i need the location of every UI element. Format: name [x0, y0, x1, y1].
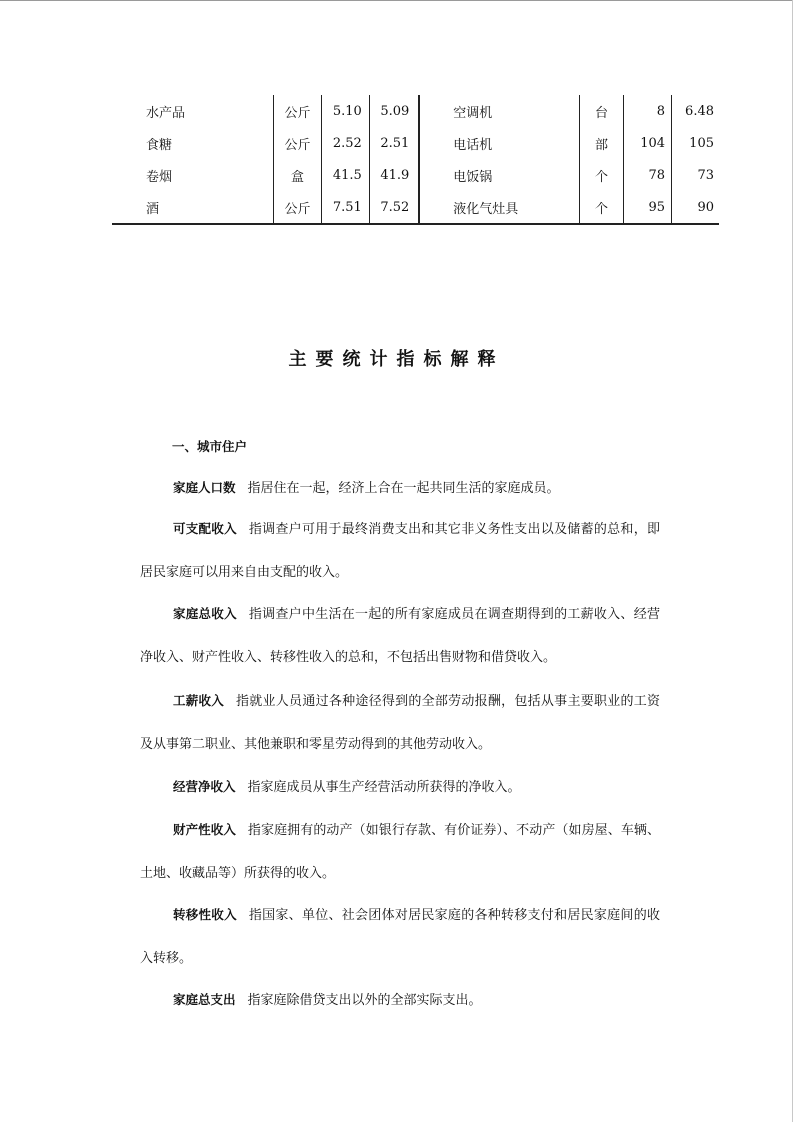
- definition-paragraph: [140, 679, 660, 766]
- value-cell: 78: [623, 159, 671, 191]
- value-cell: 41.5: [321, 159, 369, 191]
- definition-term: 转移性收入: [173, 907, 237, 922]
- value-cell: 90: [672, 191, 719, 224]
- page-top-edge: [0, 0, 792, 1]
- definition-paragraph: [140, 893, 660, 980]
- value-cell: 5.09: [369, 95, 419, 127]
- item-unit: 公斤: [274, 191, 321, 224]
- item-unit: 公斤: [274, 95, 321, 127]
- definition-text: 指居住在一起，经济上合在一起共同生活的家庭成员。: [247, 481, 560, 496]
- definition-paragraph: [140, 978, 660, 1022]
- definition-text: 指就业人员通过各种途径得到的全部劳动报酬，包括从事主要职业的工资及从事第二职业、其他兼职和零星劳动得到的其他劳动收入。: [140, 694, 660, 752]
- item-unit: 部: [580, 127, 624, 159]
- value-cell: 95: [623, 191, 671, 224]
- table-row: [112, 159, 719, 191]
- item-name: 酒: [146, 201, 160, 217]
- definition-paragraph: [140, 507, 660, 594]
- value-cell: 8: [623, 95, 671, 127]
- value-cell: 104: [623, 127, 671, 159]
- value-cell: 2.51: [369, 127, 419, 159]
- definition-paragraph: [140, 808, 660, 895]
- definition-text: 指调查户可用于最终消费支出和其它非义务性支出以及储蓄的总和，即居民家庭可以用来自由支配的收入。: [140, 522, 660, 580]
- definition-term: 家庭总支出: [173, 992, 236, 1007]
- value-cell: 7.51: [321, 191, 369, 224]
- value-cell: 5.10: [321, 95, 369, 127]
- definition-term: 家庭总收入: [173, 606, 237, 621]
- item-name: 液化气灶具: [419, 191, 579, 224]
- item-name: 电饭锅: [419, 159, 579, 191]
- table-row: [112, 95, 719, 127]
- table-row: [112, 191, 719, 224]
- value-cell: 41.9: [369, 159, 419, 191]
- definition-paragraph: [140, 592, 660, 679]
- definition-text: 指家庭拥有的动产（如银行存款、有价证券）、不动产（如房屋、车辆、土地、收藏品等）所获得的收入。: [140, 823, 660, 881]
- consumption-table: [112, 95, 719, 225]
- definition-term: 经营净收入: [173, 779, 236, 794]
- value-cell: 7.52: [369, 191, 419, 224]
- item-unit: 公斤: [274, 127, 321, 159]
- page-title: 主要统计指标解释: [288, 349, 505, 370]
- definition-paragraph: [140, 765, 660, 809]
- value-cell: 6.48: [672, 95, 719, 127]
- item-unit: 盒: [274, 159, 321, 191]
- item-name: 食糖: [146, 137, 173, 153]
- definition-text: 指国家、单位、社会团体对居民家庭的各种转移支付和居民家庭间的收入转移。: [140, 908, 660, 966]
- definition-text: 指调查户中生活在一起的所有家庭成员在调查期得到的工薪收入、经营净收入、财产性收入、转移性收入的总和，不包括出售财物和借贷收入。: [140, 607, 660, 665]
- value-cell: 2.52: [321, 127, 369, 159]
- section-heading: 一、城市住户: [172, 439, 248, 454]
- definition-text: 指家庭除借贷支出以外的全部实际支出。: [247, 993, 482, 1008]
- item-name: 电话机: [419, 127, 579, 159]
- item-name: 空调机: [419, 95, 579, 127]
- definition-text: 指家庭成员从事生产经营活动所获得的净收入。: [247, 780, 521, 795]
- item-unit: 个: [580, 191, 624, 224]
- value-cell: 105: [672, 127, 719, 159]
- definition-term: 工薪收入: [173, 693, 225, 708]
- item-unit: 个: [580, 159, 624, 191]
- value-cell: 73: [672, 159, 719, 191]
- definition-term: 财产性收入: [173, 822, 236, 837]
- item-name: 水产品: [146, 105, 186, 121]
- data-table: [112, 95, 719, 225]
- definition-term: 可支配收入: [173, 521, 237, 536]
- table-row: [112, 127, 719, 159]
- item-unit: 台: [580, 95, 624, 127]
- definition-term: 家庭人口数: [173, 480, 236, 495]
- definition-paragraph: [140, 466, 660, 510]
- item-name: 卷烟: [146, 169, 173, 185]
